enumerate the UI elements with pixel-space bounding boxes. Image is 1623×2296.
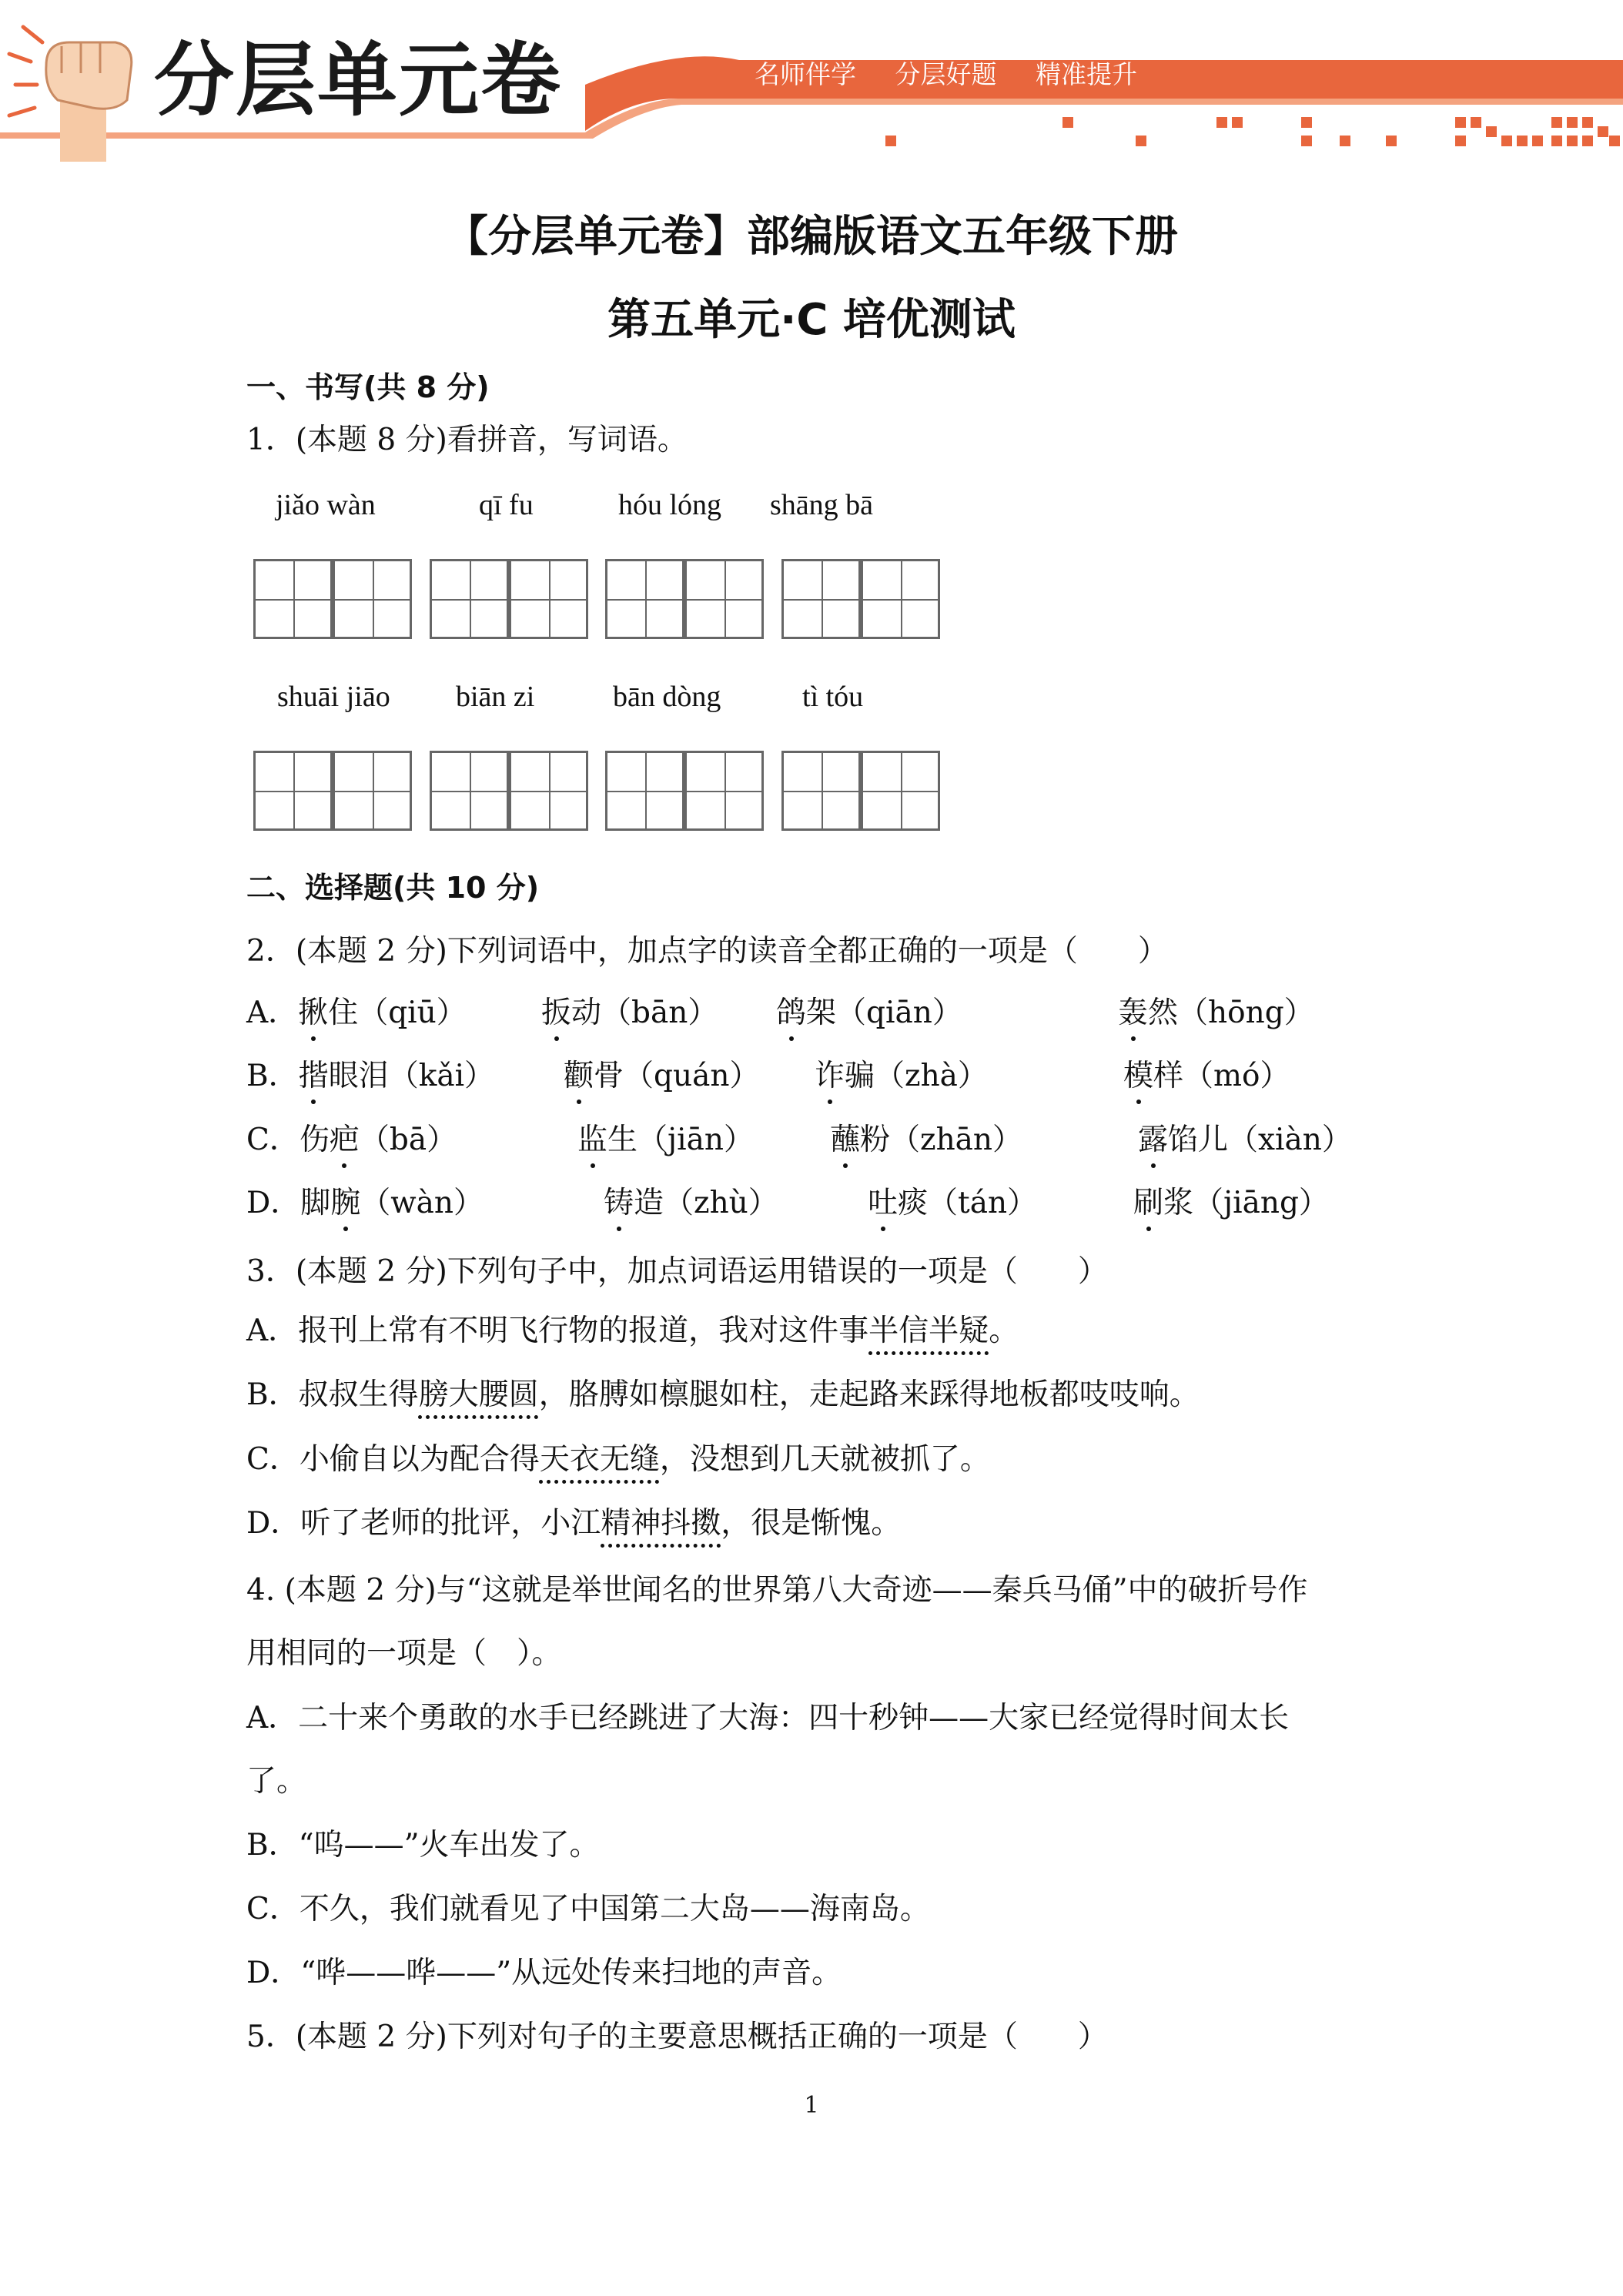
question-4-stem: 4. (本题 2 分)与“这就是举世闻名的世界第八大奇迹——秦兵马俑”中的破折号作 (246, 1573, 1308, 1608)
document-title: 【分层单元卷】部编版语文五年级下册 (445, 212, 1178, 262)
option-d: D．听了老师的批评，小江精神抖擞，很是惭愧。 (246, 1506, 902, 1541)
option-b: B．叔叔生得膀大腰圆，胳膊如檩腿如柱，走起路来踩得地板都吱吱响。 (246, 1377, 1200, 1412)
question-1-stem: 1．(本题 8 分)看拼音，写词语。 (246, 423, 688, 457)
pinyin-label: jiǎo wàn (276, 489, 376, 521)
writing-grid[interactable] (605, 751, 764, 831)
option-c: 监生（jiān） (577, 1123, 754, 1157)
option-d: D．“哗——哗——”从远处传来扫地的声音。 (246, 1956, 842, 1990)
question-3-stem: 3．(本题 2 分)下列句子中，加点词语运用错误的一项是（ ） (246, 1254, 1108, 1289)
emphasized-phrase: 精神抖擞 (601, 1506, 721, 1541)
writing-grid[interactable] (605, 559, 764, 639)
option-c: C．伤疤（bā） (246, 1123, 457, 1157)
option-d: 吐痰（tán） (868, 1186, 1038, 1220)
slogan-item: 名师伴学 (755, 59, 856, 89)
option-a: A．揪住（qiū） (246, 996, 467, 1030)
pinyin-label: hóu lóng (618, 489, 722, 521)
page-number: 1 (804, 2092, 819, 2119)
slogan (755, 59, 1168, 89)
question-4-stem-cont: 用相同的一项是（ ）。 (246, 1636, 562, 1671)
option-c: 蘸粉（zhān） (830, 1123, 1023, 1157)
option-b: 诈骗（zhà） (815, 1059, 988, 1093)
slogan-item: 精准提升 (1036, 59, 1137, 89)
section-heading: 二、选择题(共 10 分) (246, 871, 540, 905)
pinyin-label: shuāi jiāo (277, 681, 390, 713)
decorative-dots (885, 117, 1620, 146)
option-c: C．小偷自以为配合得天衣无缝，没想到几天就被抓了。 (246, 1442, 990, 1477)
option-a: 扳动（bān） (541, 996, 718, 1030)
writing-grid[interactable] (253, 559, 412, 639)
emphasized-phrase: 半信半疑 (868, 1314, 989, 1348)
brand-title: 分层单元卷 (154, 33, 563, 127)
option-a: 鸽架（qiān） (776, 996, 962, 1030)
slogan-item: 分层好题 (895, 59, 997, 89)
question-2-stem: 2．(本题 2 分)下列词语中，加点字的读音全都正确的一项是（ ） (246, 934, 1168, 969)
option-d: 铸造（zhù） (604, 1186, 778, 1220)
option-a: A．报刊上常有不明飞行物的报道，我对这件事半信半疑。 (246, 1314, 1019, 1348)
option-c: C．不久，我们就看见了中国第二大岛——海南岛。 (246, 1892, 930, 1926)
option-d: 刷浆（jiāng） (1133, 1186, 1329, 1220)
option-d: D．脚腕（wàn） (246, 1186, 484, 1220)
section-heading: 一、书写(共 8 分) (246, 370, 490, 404)
option-b: 模样（mó） (1123, 1059, 1290, 1093)
option-b: B．揩眼泪（kǎi） (246, 1059, 495, 1093)
pinyin-label: shāng bā (770, 489, 874, 521)
emphasized-phrase: 天衣无缝 (539, 1442, 660, 1477)
document-subtitle: 第五单元·C 培优测试 (607, 295, 1016, 345)
pinyin-label: bān dòng (613, 681, 721, 713)
emphasized-phrase: 膀大腰圆 (418, 1377, 539, 1412)
fist-icon (9, 27, 132, 162)
option-b: 颧骨（quán） (564, 1059, 760, 1093)
writing-grid[interactable] (781, 751, 940, 831)
pinyin-label: tì tóu (802, 681, 864, 713)
writing-grid[interactable] (253, 751, 412, 831)
writing-grid[interactable] (430, 559, 588, 639)
option-a-cont: 了。 (246, 1764, 307, 1799)
writing-grid[interactable] (430, 751, 588, 831)
option-c: 露馅儿（xiàn） (1138, 1123, 1352, 1157)
pinyin-label: qī fu (479, 489, 534, 521)
question-5-stem: 5．(本题 2 分)下列对句子的主要意思概括正确的一项是（ ） (246, 2020, 1108, 2054)
option-b: B．“呜——”火车出发了。 (246, 1828, 600, 1863)
option-a: 轰然（hōng） (1118, 996, 1314, 1030)
option-a: A．二十来个勇敢的水手已经跳进了大海：四十秒钟——大家已经觉得时间太长 (246, 1701, 1290, 1735)
writing-grid[interactable] (781, 559, 940, 639)
pinyin-label: biān zi (456, 681, 535, 713)
